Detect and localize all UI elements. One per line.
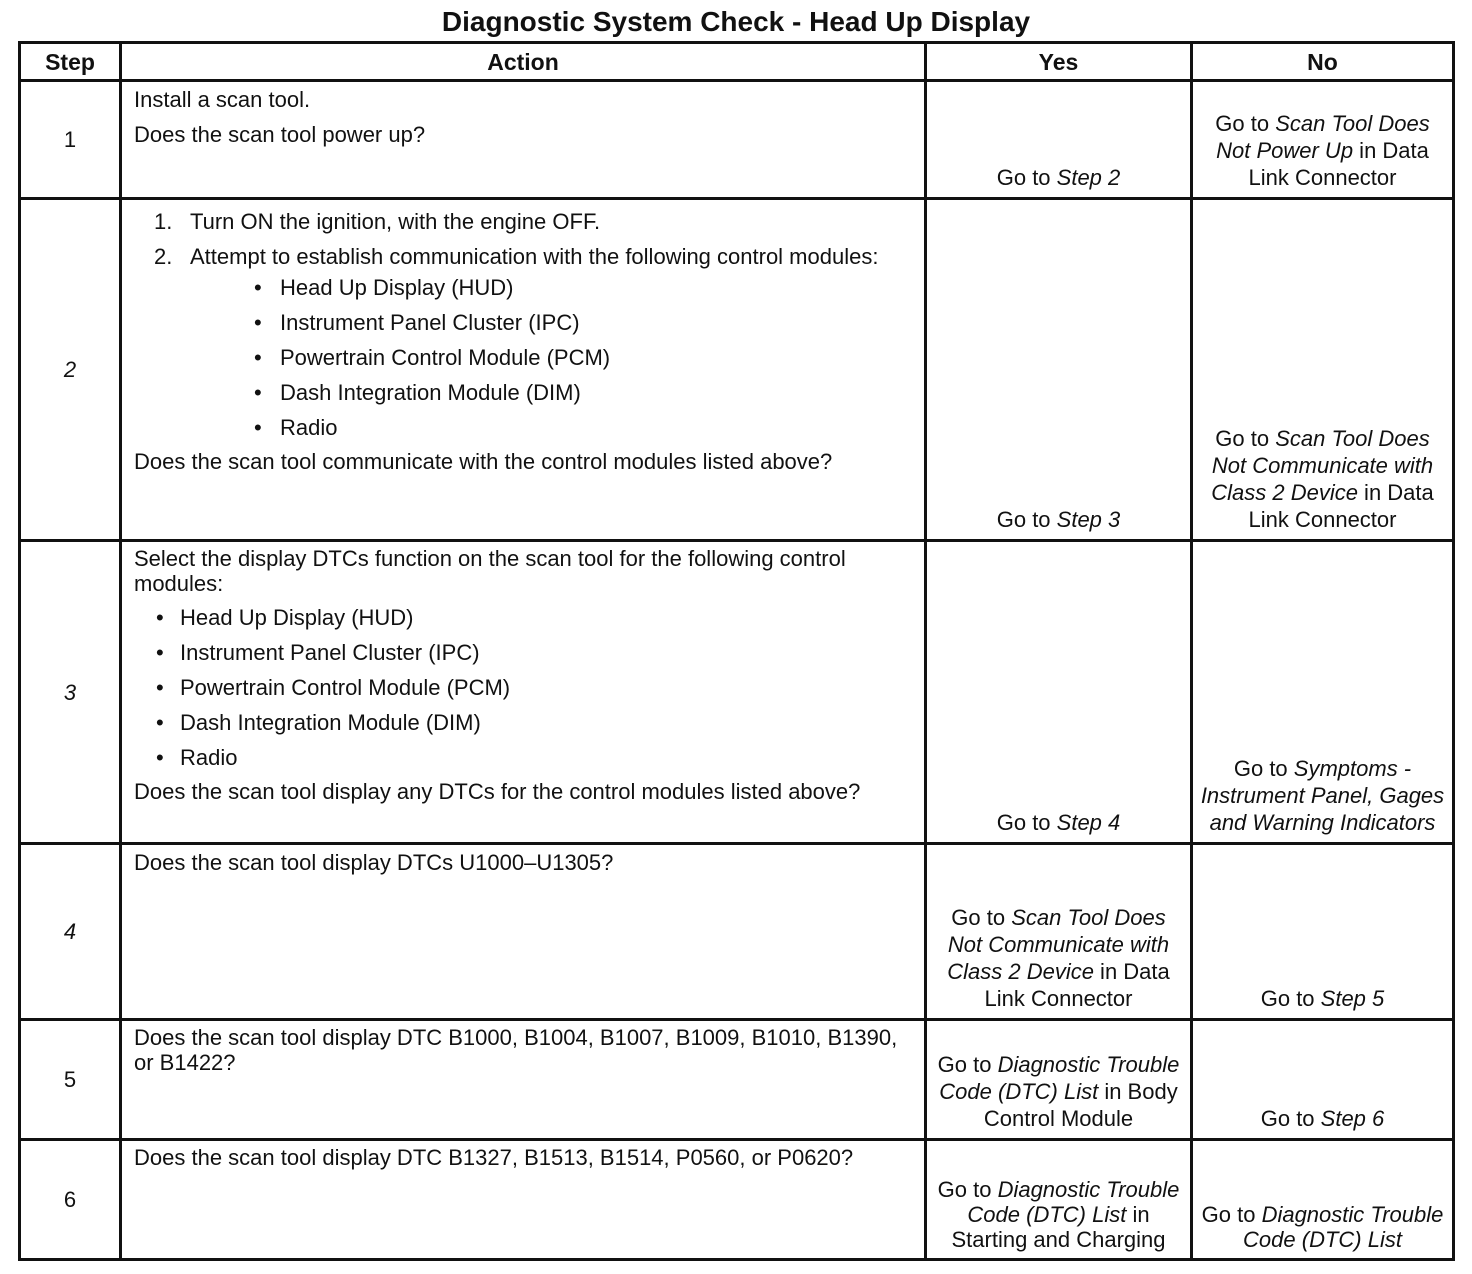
action-cell — [121, 844, 926, 1020]
list-item: • Head Up Display (HUD) — [156, 605, 414, 630]
table-row — [20, 844, 1454, 1020]
step-number: 3 — [20, 541, 121, 844]
yes-cell: Go to Step 3 — [926, 199, 1192, 541]
header-no: No — [1192, 43, 1454, 81]
list-item: • Instrument Panel Cluster (IPC) — [254, 310, 580, 335]
no-cell: Go to Diagnostic Trouble Code (DTC) List — [1192, 1140, 1454, 1260]
no-cell: Go to Step 5 — [1192, 844, 1454, 1020]
action-question: Does the scan tool display any DTCs for the control modules listed above? — [134, 779, 861, 804]
numbered-list — [134, 208, 912, 441]
no-text-suffix: in Data Link Connector — [1248, 138, 1429, 190]
action-question: Does the scan tool display DTCs U1000–U1305? — [134, 850, 614, 875]
action-question: Does the scan tool power up? — [134, 122, 426, 147]
list-item: • Powertrain Control Module (PCM) — [156, 675, 511, 700]
yes-cell: Go to Diagnostic Trouble Code (DTC) List in Starting and Charging — [926, 1140, 1192, 1260]
action-cell — [121, 199, 926, 541]
table-row — [20, 199, 1454, 541]
action-text: Select the display DTCs function on the scan tool for the following control modules: — [134, 546, 846, 596]
yes-cell: Go to Scan Tool Does Not Communicate with Class 2 Device in Data Link Connector — [926, 844, 1192, 1020]
yes-cell — [926, 81, 1192, 199]
list-item: • Dash Integration Module (DIM) — [156, 710, 481, 735]
header-row — [20, 43, 1454, 81]
list-item: • Radio — [156, 745, 238, 770]
no-cell — [1192, 81, 1454, 199]
list-item: 1. Turn ON the ignition, with the engine OFF. — [154, 209, 601, 234]
action-question: Does the scan tool display DTC B1327, B1513, B1514, P0560, or P0620? — [134, 1145, 854, 1170]
no-link[interactable]: Step 5 — [1320, 986, 1385, 1011]
step-number: 4 — [20, 844, 121, 1020]
list-item: • Instrument Panel Cluster (IPC) — [156, 640, 480, 665]
action-text: Install a scan tool. — [134, 87, 311, 112]
yes-cell: Go to Step 4 — [926, 541, 1192, 844]
bullet-list — [134, 604, 912, 771]
no-link[interactable]: Diagnostic Trouble Code (DTC) List — [1243, 1202, 1444, 1252]
header-yes: Yes — [926, 43, 1192, 81]
yes-cell: Go to Diagnostic Trouble Code (DTC) List in Body Control Module — [926, 1020, 1192, 1140]
list-item: • Head Up Display (HUD) — [254, 275, 514, 300]
list-item: • Radio — [254, 415, 338, 440]
action-cell — [121, 541, 926, 844]
action-question: Does the scan tool display DTC B1000, B1004, B1007, B1009, B1010, B1390, or B1422? — [134, 1025, 898, 1075]
yes-link[interactable]: Diagnostic Trouble Code (DTC) List — [939, 1052, 1180, 1104]
header-step: Step — [20, 43, 121, 81]
no-link[interactable]: Symptoms - Instrument Panel, Gages and Warning Indicators — [1200, 756, 1445, 835]
action-cell — [121, 81, 926, 199]
step-number: 1 — [20, 81, 121, 199]
yes-link[interactable]: Step 4 — [1056, 810, 1121, 835]
no-cell: Go to Step 6 — [1192, 1020, 1454, 1140]
list-item: • Powertrain Control Module (PCM) — [254, 345, 611, 370]
step-number: 6 — [20, 1140, 121, 1260]
table-row — [20, 1140, 1454, 1260]
list-item: 2. Attempt to establish communication with the following control modules: • Head Up Display (HUD) • Instrument Panel Cluster (IPC) • Powertrain Control Module (PCM) • Dash Integration Module (DIM) • Radio — [134, 243, 912, 441]
list-item: • Dash Integration Module (DIM) — [254, 380, 581, 405]
yes-text: Go to — [996, 165, 1057, 190]
page-title: Diagnostic System Check - Head Up Display — [441, 6, 1031, 37]
no-link[interactable]: Step 6 — [1320, 1106, 1385, 1131]
table-row — [20, 541, 1454, 844]
table-row — [20, 81, 1454, 199]
no-cell: Go to Symptoms - Instrument Panel, Gages and Warning Indicators — [1192, 541, 1454, 844]
yes-link[interactable]: Step 3 — [1056, 507, 1121, 532]
yes-link[interactable]: Scan Tool Does Not Communicate with Class 2 Device — [947, 905, 1170, 984]
diagnostic-table — [18, 41, 1455, 1261]
no-text: Go to — [1215, 111, 1276, 136]
yes-link[interactable]: Diagnostic Trouble Code (DTC) List — [967, 1177, 1180, 1227]
step-number: 2 — [20, 199, 121, 541]
bullet-list — [190, 274, 912, 441]
action-question: Does the scan tool communicate with the control modules listed above? — [134, 449, 833, 474]
header-action: Action — [121, 43, 926, 81]
step-number: 5 — [20, 1020, 121, 1140]
yes-link[interactable]: Step 2 — [1056, 165, 1121, 190]
action-cell — [121, 1020, 926, 1140]
table-row — [20, 1020, 1454, 1140]
no-link[interactable]: Scan Tool Does Not Power Up — [1216, 111, 1430, 163]
no-cell: Go to Scan Tool Does Not Communicate with Class 2 Device in Data Link Connector — [1192, 199, 1454, 541]
action-cell — [121, 1140, 926, 1260]
no-link[interactable]: Scan Tool Does Not Communicate with Class 2 Device — [1211, 426, 1434, 505]
